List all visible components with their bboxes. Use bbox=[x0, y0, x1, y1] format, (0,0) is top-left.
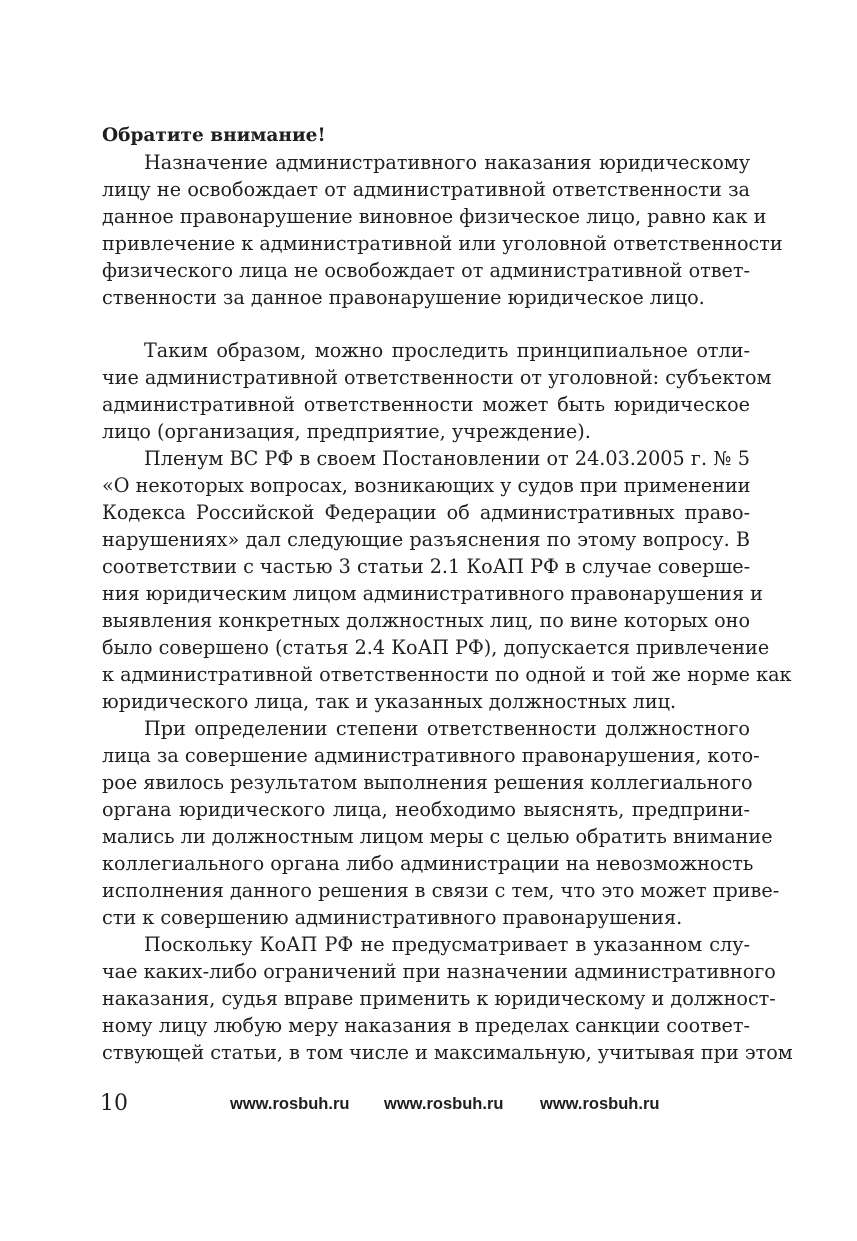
text-line: нарушениях» дал следующие разъяснения по этому вопросу. В bbox=[102, 528, 750, 551]
text-line: ному лицу любую меру наказания в пределах санкции соответ- bbox=[102, 1014, 750, 1037]
text-line: коллегиального органа либо администрации на невозможность bbox=[102, 852, 754, 875]
text-line: мались ли должностным лицом меры с целью обратить внимание bbox=[102, 825, 773, 848]
note-heading: Обратите внимание! bbox=[102, 125, 326, 146]
text-line: органа юридического лица, необходимо выяснять, предприни- bbox=[102, 798, 750, 821]
text-line: лицо (организация, предприятие, учреждение). bbox=[102, 420, 591, 443]
text-line: Назначение административного наказания юридическому bbox=[144, 151, 750, 174]
text-line: ния юридическим лицом административного правонарушения и bbox=[102, 582, 763, 605]
text-line: ствующей статьи, в том числе и максимальную, учитывая при этом bbox=[102, 1041, 793, 1064]
paragraph bbox=[102, 337, 772, 445]
text-line: наказания, судья вправе применить к юридическому и должност- bbox=[102, 987, 776, 1010]
text-line: лица за совершение административного правонарушения, кото- bbox=[102, 744, 760, 767]
text-line: Таким образом, можно проследить принципиальное отли- bbox=[144, 339, 750, 362]
text-line: При определении степени ответственности должностного bbox=[144, 717, 750, 740]
text-line: сти к совершению административного правонарушения. bbox=[102, 906, 683, 929]
page-body bbox=[102, 122, 793, 1066]
text-line: физического лица не освобождает от административной ответ- bbox=[102, 259, 750, 282]
text-line: чие административной ответственности от уголовной: субъектом bbox=[102, 366, 772, 389]
page-footer bbox=[100, 1089, 700, 1119]
section-gap bbox=[102, 311, 750, 337]
note-block bbox=[102, 149, 783, 311]
text-line: Кодекса Российской Федерации об административных право- bbox=[102, 501, 750, 524]
text-line: выявления конкретных должностных лиц, по вине которых оно bbox=[102, 609, 750, 632]
text-line: лицу не освобождает от административной ответственности за bbox=[102, 178, 750, 201]
text-line: исполнения данного решения в связи с тем, что это может приве- bbox=[102, 879, 780, 902]
text-line: привлечение к административной или уголовной ответственности bbox=[102, 232, 783, 255]
text-line: Пленум ВС РФ в своем Постановлении от 24.03.2005 г. № 5 bbox=[144, 447, 750, 470]
text-line: Поскольку КоАП РФ не предусматривает в указанном слу- bbox=[144, 933, 750, 956]
text-line: ственности за данное правонарушение юридическое лицо. bbox=[102, 286, 705, 309]
footer-link[interactable]: www.rosbuh.ru bbox=[540, 1095, 660, 1113]
footer-link[interactable]: www.rosbuh.ru bbox=[384, 1095, 504, 1113]
paragraph bbox=[102, 715, 780, 931]
text-line: чае каких-либо ограничений при назначении административного bbox=[102, 960, 776, 983]
text-line: соответствии с частью 3 статьи 2.1 КоАП РФ в случае соверше- bbox=[102, 555, 751, 578]
text-line: было совершено (статья 2.4 КоАП РФ), допускается привлечение bbox=[102, 636, 770, 659]
text-line: административной ответственности может быть юридическое bbox=[102, 393, 750, 416]
text-line: рое явилось результатом выполнения решения коллегиального bbox=[102, 771, 753, 794]
paragraph bbox=[102, 931, 793, 1066]
text-line: юридического лица, так и указанных должностных лиц. bbox=[102, 690, 677, 713]
text-line: «О некоторых вопросах, возникающих у судов при применении bbox=[102, 474, 751, 497]
page-number: 10 bbox=[100, 1091, 128, 1116]
footer-link[interactable]: www.rosbuh.ru bbox=[230, 1095, 350, 1113]
paragraph bbox=[102, 445, 792, 715]
text-line: к административной ответственности по одной и той же норме как bbox=[102, 663, 792, 686]
text-line: данное правонарушение виновное физическое лицо, равно как и bbox=[102, 205, 767, 228]
